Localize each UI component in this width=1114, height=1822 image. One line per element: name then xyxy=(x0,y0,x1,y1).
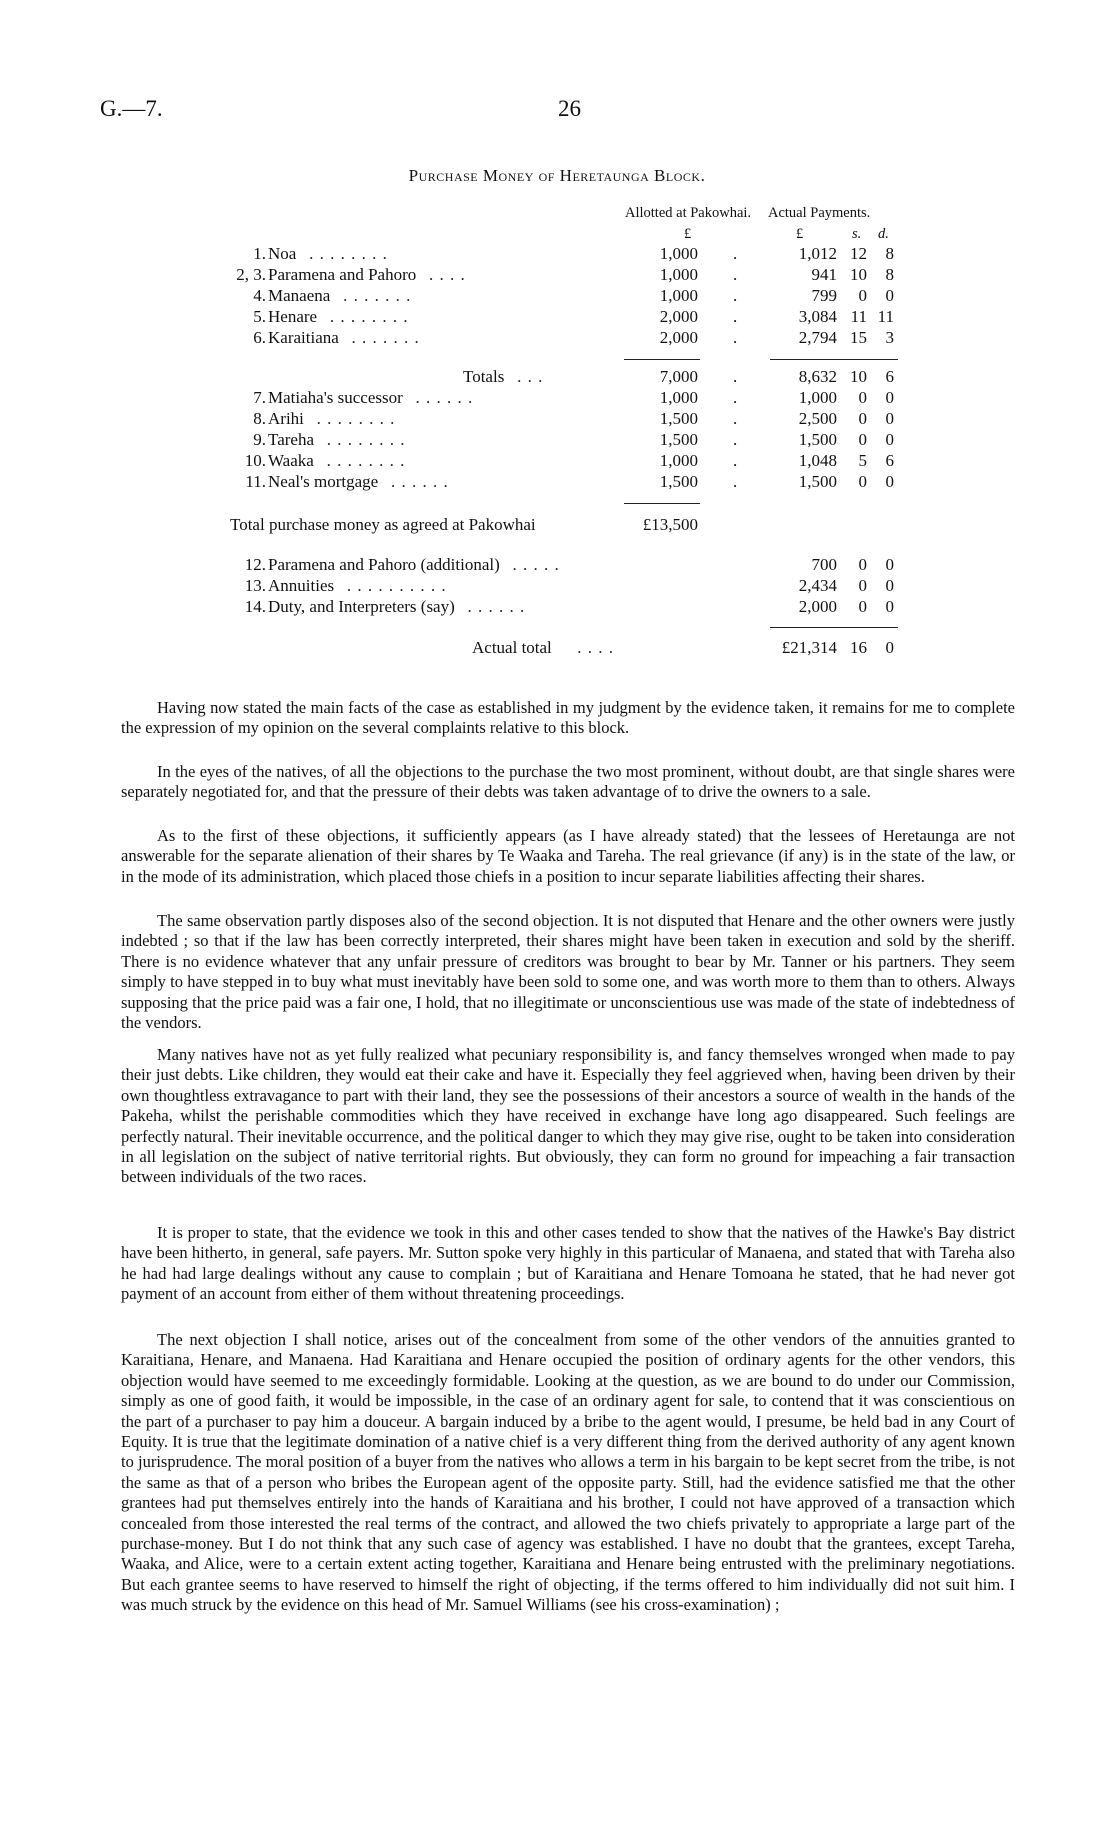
row-number: 14. xyxy=(244,597,266,616)
actual-pounds: 1,048 xyxy=(798,451,837,470)
allotted-value: 2,000 xyxy=(659,328,698,347)
actual-pence: 0 xyxy=(885,576,894,595)
actual-pence: 0 xyxy=(885,409,894,428)
unit-actual-pence: d. xyxy=(878,226,889,242)
actual-pence: 0 xyxy=(885,286,894,305)
actual-pounds: 941 xyxy=(811,265,837,284)
row-number: 11. xyxy=(245,472,266,491)
row-label: Matiaha's successor . . . . . . xyxy=(268,388,474,407)
subtotal-rule-allotted xyxy=(624,359,700,360)
leader-dots: . . . . . . xyxy=(467,597,526,616)
table-row xyxy=(0,430,1114,450)
actual-total-rule xyxy=(770,627,898,628)
leader-dots: . . . xyxy=(517,367,544,386)
row-label: Paramena and Pahoro . . . . xyxy=(268,265,466,284)
table-row xyxy=(0,286,1114,306)
totals-row xyxy=(0,367,1114,387)
body-paragraph: Many natives have not as yet fully realized what pecuniary responsibility is, and fancy themselves wronged when made to pay their just debts. Like children, they would eat their cake and have it. Especially they feel aggrieved when, having been driven by their own thoughtless extravagance to part with their land, they see the possessions of their ancestors a source of wealth in the hands of the Pakeha, whilst the perishable commodities which they have received in exchange have long ago disappeared. Such feelings are perfectly natural. Their inevitable occurrence, and the political danger to which they may give rise, ought to be taken into consideration in all legislation on the subject of native territorial rights. But obviously, they can form no ground for impeaching a fair transaction between individuals of the two races. xyxy=(121,1045,1015,1187)
separator-dot: . xyxy=(733,244,738,263)
row-number: 7. xyxy=(253,388,266,407)
row-number: 4. xyxy=(253,286,266,305)
actual-shillings: 0 xyxy=(858,409,867,428)
actual-pounds: 3,084 xyxy=(798,307,837,326)
actual-pounds: 2,000 xyxy=(798,597,837,616)
row-number: 13. xyxy=(244,576,266,595)
separator-dot: . xyxy=(733,388,738,407)
row-label: Paramena and Pahoro (additional) . . . . . xyxy=(268,555,560,574)
row-number: 6. xyxy=(253,328,266,347)
separator-dot: . xyxy=(733,367,738,386)
allotted-value: 1,000 xyxy=(659,286,698,305)
table-row xyxy=(0,576,1114,596)
leader-dots: . . . . . xyxy=(512,555,560,574)
unit-allotted-pounds: £ xyxy=(684,226,692,242)
actual-pence: 0 xyxy=(885,597,894,616)
row-label: Henare . . . . . . . . xyxy=(268,307,409,326)
leader-dots: . . . . . . xyxy=(415,388,474,407)
actual-pence: 6 xyxy=(885,367,894,386)
row-number: 10. xyxy=(244,451,266,470)
actual-pounds: 700 xyxy=(811,555,837,574)
separator-dot: . xyxy=(733,286,738,305)
allotted-value: 1,500 xyxy=(659,409,698,428)
leader-dots: . . . . . . xyxy=(390,472,449,491)
table-row xyxy=(0,244,1114,264)
page-number: 26 xyxy=(558,96,581,121)
row-label: Karaitiana . . . . . . . xyxy=(268,328,420,347)
table-row xyxy=(0,265,1114,285)
actual-shillings: 5 xyxy=(858,451,867,470)
actual-shillings: 0 xyxy=(858,555,867,574)
table-row xyxy=(0,328,1114,348)
actual-shillings: 11 xyxy=(850,307,867,326)
allotted-value: 1,500 xyxy=(659,430,698,449)
leader-dots: . . . . . . . xyxy=(351,328,420,347)
leader-dots: . . . . . . . . xyxy=(309,244,388,263)
actual-pence: 11 xyxy=(877,307,894,326)
table-row xyxy=(0,388,1114,408)
actual-pounds: 1,012 xyxy=(798,244,837,263)
row-label: Tareha . . . . . . . . xyxy=(268,430,406,449)
table-row xyxy=(0,472,1114,492)
actual-shillings: 12 xyxy=(850,244,867,263)
subtotal-rule-actual xyxy=(770,359,898,360)
actual-pence: 0 xyxy=(885,388,894,407)
row-number: 1. xyxy=(253,244,266,263)
row-number: 2, 3. xyxy=(236,265,266,284)
allotted-value: 2,000 xyxy=(659,307,698,326)
actual-pence: 8 xyxy=(885,244,894,263)
actual-pounds: 1,500 xyxy=(798,430,837,449)
column-header-allotted: Allotted at Pakowhai. xyxy=(625,205,752,221)
unit-actual-pounds: £ xyxy=(796,226,804,242)
actual-pence: 0 xyxy=(885,430,894,449)
body-paragraph: It is proper to state, that the evidence we took in this and other cases tended to show that the natives of the Hawke's Bay district have been hitherto, in general, safe payers. Mr. Sutton spoke very highly in this particular of Manaena, and stated that with Tareha also he had had large dealings without any cause to complain ; but of Karaitiana and Henare Tomoana he stated, that he had never got payment of an account from either of them without threatening proceedings. xyxy=(121,1223,1015,1304)
leader-dots: . . . . xyxy=(577,638,615,657)
actual-pence: 6 xyxy=(885,451,894,470)
agreed-total-value: £13,500 xyxy=(642,515,698,534)
actual-pounds: 2,434 xyxy=(798,576,837,595)
actual-shillings: 0 xyxy=(858,472,867,491)
row-number: 9. xyxy=(253,430,266,449)
allotted-value: 1,000 xyxy=(659,244,698,263)
allotted-value: 1,000 xyxy=(659,388,698,407)
body-paragraph: In the eyes of the natives, of all the objections to the purchase the two most prominent, without doubt, are that single shares were separately negotiated for, and that the pressure of their debts was taken advantage of to drive the owners to a sale. xyxy=(121,762,1015,802)
table-title: Purchase Money of Heretaunga Block. xyxy=(408,166,706,185)
actual-pounds: 799 xyxy=(811,286,837,305)
leader-dots: . . . . . . . xyxy=(343,286,412,305)
actual-pounds: 1,500 xyxy=(798,472,837,491)
agreed-total-label: Total purchase money as agreed at Pakowhai xyxy=(230,515,536,534)
agreed-total-rule xyxy=(624,503,700,504)
actual-shillings: 0 xyxy=(858,576,867,595)
row-number: 5. xyxy=(253,307,266,326)
table-row xyxy=(0,451,1114,471)
actual-pounds: 8,632 xyxy=(798,367,837,386)
leader-dots: . . . . . . . . xyxy=(326,430,406,449)
actual-shillings: 10 xyxy=(850,367,867,386)
row-label: Neal's mortgage . . . . . . xyxy=(268,472,449,491)
table-row xyxy=(0,409,1114,429)
leader-dots: . . . . . . . . . . xyxy=(346,576,447,595)
actual-shillings: 0 xyxy=(858,286,867,305)
row-label: Duty, and Interpreters (say) . . . . . . xyxy=(268,597,526,616)
actual-pounds: 2,794 xyxy=(798,328,837,347)
allotted-value: 1,000 xyxy=(659,265,698,284)
body-paragraph: Having now stated the main facts of the case as established in my judgment by the evidence taken, it remains for me to complete the expression of my opinion on the several complaints relative to this block. xyxy=(121,698,1015,738)
row-label: Manaena . . . . . . . xyxy=(268,286,412,305)
separator-dot: . xyxy=(733,265,738,284)
leader-dots: . . . . . . . . xyxy=(316,409,396,428)
leader-dots: . . . . . . . . xyxy=(329,307,409,326)
row-label: Noa . . . . . . . . xyxy=(268,244,388,263)
actual-shillings: 10 xyxy=(850,265,867,284)
table-row xyxy=(0,555,1114,575)
row-label: Arihi . . . . . . . . xyxy=(268,409,396,428)
body-paragraph: As to the first of these objections, it sufficiently appears (as I have already stated) that the lessees of Heretaunga are not answerable for the separate alienation of their shares by Te Waaka and Tareha. The real grievance (if any) is in the state of the law, or in the mode of its administration, which placed those chiefs in a position to incur separate liabilities affecting their shares. xyxy=(121,826,1015,886)
separator-dot: . xyxy=(733,328,738,347)
actual-total-label: Actual total . . . . xyxy=(472,638,615,657)
actual-total-pounds: £21,314 xyxy=(781,638,837,657)
row-label: Waaka . . . . . . . . xyxy=(268,451,406,470)
actual-shillings: 0 xyxy=(858,597,867,616)
document-reference: G.—7. xyxy=(100,96,163,121)
separator-dot: . xyxy=(733,409,738,428)
actual-shillings: 15 xyxy=(850,328,867,347)
actual-total-row xyxy=(0,638,1114,658)
separator-dot: . xyxy=(733,472,738,491)
separator-dot: . xyxy=(733,451,738,470)
totals-label: Totals . . . xyxy=(463,367,544,386)
table-row xyxy=(0,307,1114,327)
actual-shillings: 0 xyxy=(858,430,867,449)
actual-pounds: 1,000 xyxy=(798,388,837,407)
actual-pence: 3 xyxy=(885,328,894,347)
actual-pounds: 2,500 xyxy=(798,409,837,428)
actual-pence: 8 xyxy=(885,265,894,284)
body-paragraph: The next objection I shall notice, arises out of the concealment from some of the other vendors of the annuities granted to Karaitiana, Henare, and Manaena. Had Karaitiana and Henare occupied the position of ordinary agents for the other vendors, this objection would have seemed to me exceedingly formidable. Looking at the question, as we are bound to do under our Commission, simply as one of good faith, it would be impossible, in the case of an ordinary agent for sale, to contend that it was conscientious on the part of a purchaser to pay him a douceur. A bargain induced by a bribe to the agent would, I presume, be held bad in any Court of Equity. It is true that the legitimate domination of a native chief is a very different thing from the derived authority of any agent known to jurisprudence. The moral position of a buyer from the natives who allows a term in his bargain to be kept secret from the tribe, is not the same as that of a person who bribes the European agent of the opposite party. Still, had the evidence satisfied me that the other grantees had put themselves entirely into the hands of Karaitiana and his brother, I could not have approved of a transaction which concealed from those interested the real terms of the contract, and allowed the two chiefs privately to appropriate a large part of the purchase-money. But I do not think that any such case of agency was established. I have no doubt that the grantees, except Tareha, Waaka, and Alice, were to a certain extent acting together, Karaitiana and Henare being entrusted with the preliminary negotiations. But each grantee seems to have reserved to himself the right of objecting, if the terms offered to him individually did not suit him. I was much struck by the evidence on this head of Mr. Samuel Williams (see his cross-examination) ; xyxy=(121,1330,1015,1615)
row-number: 8. xyxy=(253,409,266,428)
allotted-value: 1,500 xyxy=(659,472,698,491)
actual-shillings: 0 xyxy=(858,388,867,407)
row-label: Annuities . . . . . . . . . . xyxy=(268,576,447,595)
actual-total-shillings: 16 xyxy=(850,638,867,657)
separator-dot: . xyxy=(733,307,738,326)
body-paragraph: The same observation partly disposes also of the second objection. It is not disputed that Henare and the other owners were justly indebted ; so that if the law has been correctly interpreted, their shares might have been taken in execution and sold by the sheriff. There is no evidence whatever that any unfair pressure of creditors was brought to bear by Mr. Tanner or his partners. They seem simply to have stepped in to buy what must inevitably have been sold to some one, and was worth more to them than to others. Always supposing that the price paid was a fair one, I hold, that no illegitimate or unconscientious use was made of the state of indebtedness of the vendors. xyxy=(121,911,1015,1033)
actual-pence: 0 xyxy=(885,472,894,491)
table-row xyxy=(0,597,1114,617)
leader-dots: . . . . . . . . xyxy=(326,451,406,470)
actual-total-pence: 0 xyxy=(885,638,894,657)
allotted-value: 1,000 xyxy=(659,451,698,470)
leader-dots: . . . . xyxy=(428,265,466,284)
actual-pence: 0 xyxy=(885,555,894,574)
column-header-actual: Actual Payments. xyxy=(768,205,871,221)
agreed-total-row xyxy=(0,515,1114,535)
unit-actual-shillings: s. xyxy=(852,226,862,242)
row-number: 12. xyxy=(244,555,266,574)
separator-dot: . xyxy=(733,430,738,449)
allotted-value: 7,000 xyxy=(659,367,698,386)
